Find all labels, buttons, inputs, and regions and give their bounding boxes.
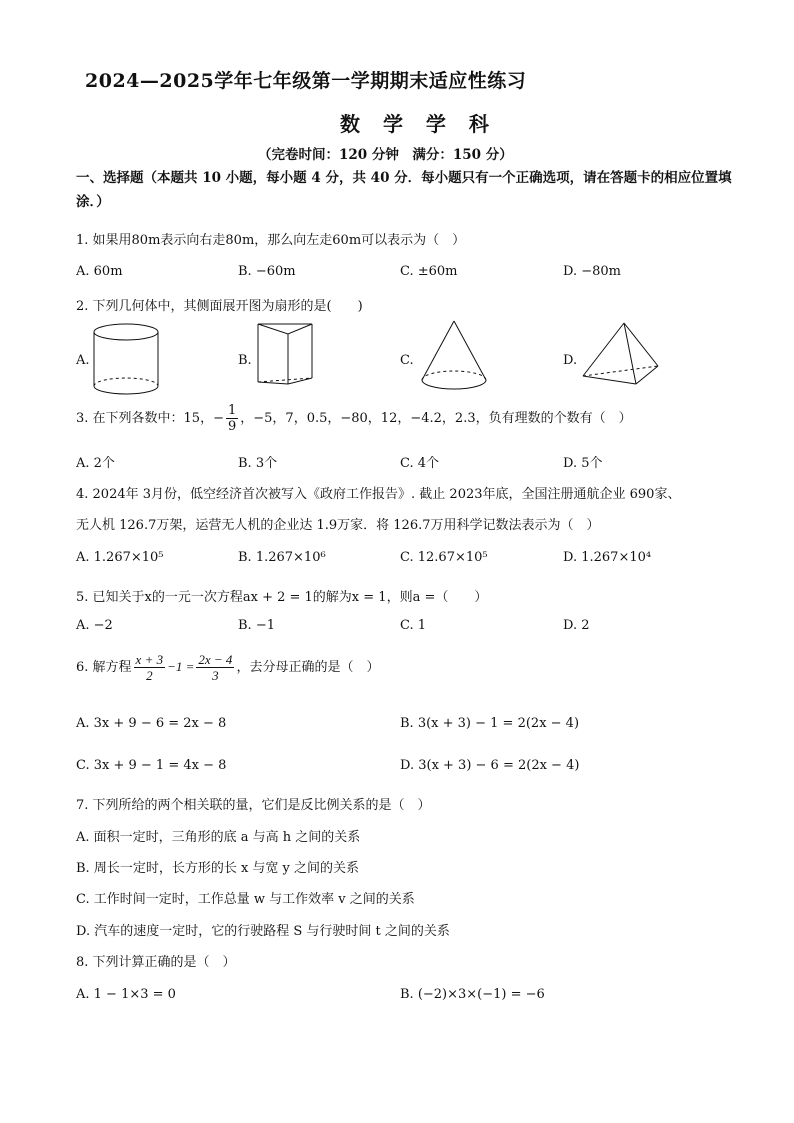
- question-5-stem: 5. 已知关于x的一元一次方程ax + 2 = 1的解为x = 1，则a =（ ）: [76, 590, 488, 605]
- section-heading: 一、选择题（本题共 10 小题，每小题 4 分，共 40 分．每小题只有一个正确选项，请在答题卡的相应位置填涂．）: [76, 170, 732, 210]
- question-2-option-c: C.: [400, 353, 414, 368]
- triangular-prism-icon: [254, 320, 316, 388]
- cylinder-icon: [90, 322, 162, 398]
- question-3-option-d: D. 5个: [563, 456, 603, 471]
- question-1-option-d: D. −80m: [563, 264, 621, 279]
- question-3-stem: 3. 在下列各数中：15，− $\frac{1}{9}$ ，−5，7，0.5，−80，12，−4.2，2.3，负有理数的个数有（ ）: [76, 403, 632, 434]
- question-4-option-c: C. 12.67×10⁵: [400, 550, 488, 565]
- exam-title: 2024—2025学年七年级第一学期期末适应性练习: [85, 70, 527, 92]
- question-5-option-a: A. −2: [76, 618, 113, 633]
- fraction: $\frac{1}{9}$: [227, 403, 237, 434]
- question-7-stem: 7. 下列所给的两个相关联的量，它们是反比例关系的是（ ）: [76, 798, 431, 813]
- question-6-option-b: B. 3(x + 3) − 1 = 2(2x − 4): [400, 716, 580, 731]
- question-4-stem-line-2: 无人机 126.7万架，运营无人机的企业达 1.9万家．将 126.7万用科学记数法表示为（ ）: [76, 518, 600, 533]
- exam-info: （完卷时间：120 分钟 满分：150 分）: [258, 147, 513, 163]
- question-7-option-b: B. 周长一定时，长方形的长 x 与宽 y 之间的关系: [76, 861, 360, 876]
- question-7-option-c: C. 工作时间一定时，工作总量 w 与工作效率 v 之间的关系: [76, 892, 415, 907]
- question-1-option-b: B. −60m: [238, 264, 296, 279]
- question-2-option-d: D.: [563, 353, 578, 368]
- question-6-option-c: C. 3x + 9 − 1 = 4x − 8: [76, 758, 227, 773]
- question-1-option-a: A. 60m: [76, 264, 123, 279]
- question-6-option-d: D. 3(x + 3) − 6 = 2(2x − 4): [400, 758, 580, 773]
- question-4-stem-line-1: 4. 2024年 3月份，低空经济首次被写入《政府工作报告》. 截止 2023年底，全国注册通航企业 690家、: [76, 487, 681, 502]
- question-5-option-b: B. −1: [238, 618, 275, 633]
- question-3-option-c: C. 4个: [400, 456, 440, 471]
- tetrahedron-icon: [580, 320, 662, 388]
- question-4-option-d: D. 1.267×10⁴: [563, 550, 652, 565]
- question-7-option-a: A. 面积一定时，三角形的底 a 与高 h 之间的关系: [76, 830, 361, 845]
- question-2-option-a: A.: [76, 353, 90, 368]
- cone-icon: [418, 318, 490, 394]
- question-6-option-a: A. 3x + 9 − 6 = 2x − 8: [76, 716, 227, 731]
- fraction: $\frac{x + 3}{2}$: [135, 652, 164, 683]
- fraction: $\frac{2x - 4}{3}$: [198, 652, 233, 683]
- question-3-option-a: A. 2个: [76, 456, 115, 471]
- question-7-option-d: D. 汽车的速度一定时，它的行驶路程 S 与行驶时间 t 之间的关系: [76, 924, 450, 939]
- question-6-stem: 6. 解方程 $\frac{x + 3}{2}$ −1 = $\frac{2x - 4}{3}$ ，去分母正确的是（ ）: [76, 652, 380, 683]
- question-4-option-b: B. 1.267×10⁶: [238, 550, 326, 565]
- subject-title: 数 学 学 科: [340, 112, 497, 136]
- question-3-option-b: B. 3个: [238, 456, 278, 471]
- question-8-option-b: B. (−2)×3×(−1) = −6: [400, 987, 545, 1002]
- question-1-option-c: C. ±60m: [400, 264, 458, 279]
- question-8-option-a: A. 1 − 1×3 = 0: [76, 987, 176, 1002]
- question-1-stem: 1. 如果用80m表示向右走80m，那么向左走60m可以表示为（ ）: [76, 233, 466, 248]
- question-8-stem: 8. 下列计算正确的是（ ）: [76, 955, 236, 970]
- question-5-option-d: D. 2: [563, 618, 590, 633]
- question-2-option-b: B.: [238, 353, 252, 368]
- question-4-option-a: A. 1.267×10⁵: [76, 550, 164, 565]
- question-2-stem: 2. 下列几何体中，其侧面展开图为扇形的是( ): [76, 299, 363, 314]
- question-5-option-c: C. 1: [400, 618, 427, 633]
